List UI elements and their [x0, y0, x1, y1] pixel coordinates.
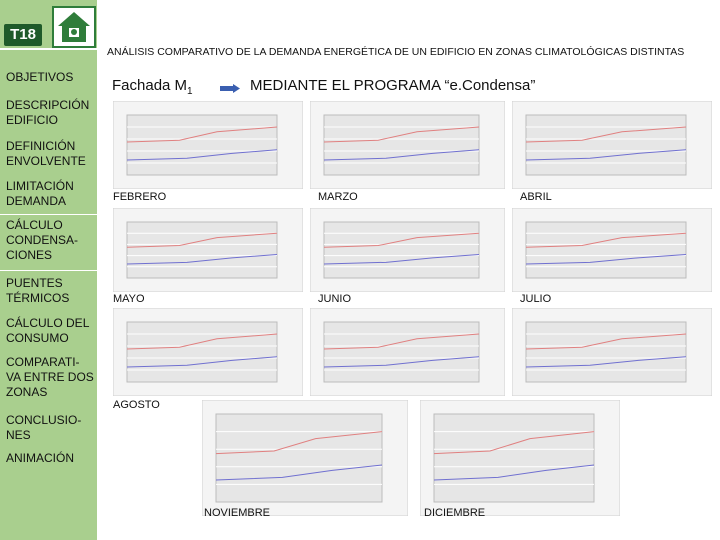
chart-thumbnail — [310, 308, 505, 396]
month-label: MARZO — [318, 191, 358, 203]
nav-separator — [0, 270, 97, 271]
nav-separator — [0, 214, 97, 215]
sidebar — [0, 0, 97, 540]
chart-thumbnail — [202, 400, 408, 516]
nav-definicion-envolvente[interactable]: DEFINICIÓN ENVOLVENTE — [6, 139, 86, 168]
nav-calculo-condensaciones[interactable]: CÁLCULO CONDENSA- CIONES — [6, 218, 79, 262]
month-label: ABRIL — [520, 191, 552, 203]
month-label: JULIO — [520, 293, 552, 305]
month-label: NOVIEMBRE — [204, 507, 271, 519]
chart-thumbnail — [512, 308, 712, 396]
arrow-right-icon — [220, 84, 240, 93]
nav-animacion[interactable]: ANIMACIÓN — [6, 451, 75, 465]
nav-puentes-termicos[interactable]: PUENTES TÉRMICOS — [6, 276, 70, 305]
nav-calculo-consumo[interactable]: CÁLCULO DEL CONSUMO — [6, 316, 90, 345]
chart-thumbnail — [310, 208, 505, 292]
chart-thumbnail — [512, 101, 712, 189]
divider — [0, 48, 97, 50]
chart-thumbnail — [113, 308, 303, 396]
chart-thumbnail — [113, 101, 303, 189]
nav-descripcion-edificio[interactable]: DESCRIPCIÓN EDIFICIO — [6, 98, 90, 127]
nav-objetivos[interactable]: OBJETIVOS — [6, 70, 74, 84]
facade-label: Fachada $M_1$ — [112, 77, 193, 97]
chart-thumbnail — [113, 208, 303, 292]
nav-conclusiones[interactable]: CONCLUSIO- NES — [6, 413, 82, 442]
month-label: AGOSTO — [113, 399, 160, 411]
nav-comparativa-zonas[interactable]: COMPARATI- VA ENTRE DOS ZONAS — [6, 355, 94, 399]
nav-limitacion-demanda[interactable]: LIMITACIÓN DEMANDA — [6, 179, 74, 208]
month-label: JUNIO — [318, 293, 351, 305]
chart-thumbnail — [420, 400, 620, 516]
t18-logo: T18 — [4, 24, 42, 46]
month-label: FEBRERO — [113, 191, 167, 203]
month-label: DICIEMBRE — [424, 507, 486, 519]
page-title: ANÁLISIS COMPARATIVO DE LA DEMANDA ENERGÉTICA DE UN EDIFICIO EN ZONAS CLIMATOLÓGICAS DISTINTAS — [107, 46, 685, 58]
chart-thumbnail — [310, 101, 505, 189]
chart-thumbnail — [512, 208, 712, 292]
program-label: MEDIANTE EL PROGRAMA “e.Condensa” — [250, 77, 536, 94]
month-label: MAYO — [113, 293, 145, 305]
house-logo-icon — [52, 6, 96, 48]
